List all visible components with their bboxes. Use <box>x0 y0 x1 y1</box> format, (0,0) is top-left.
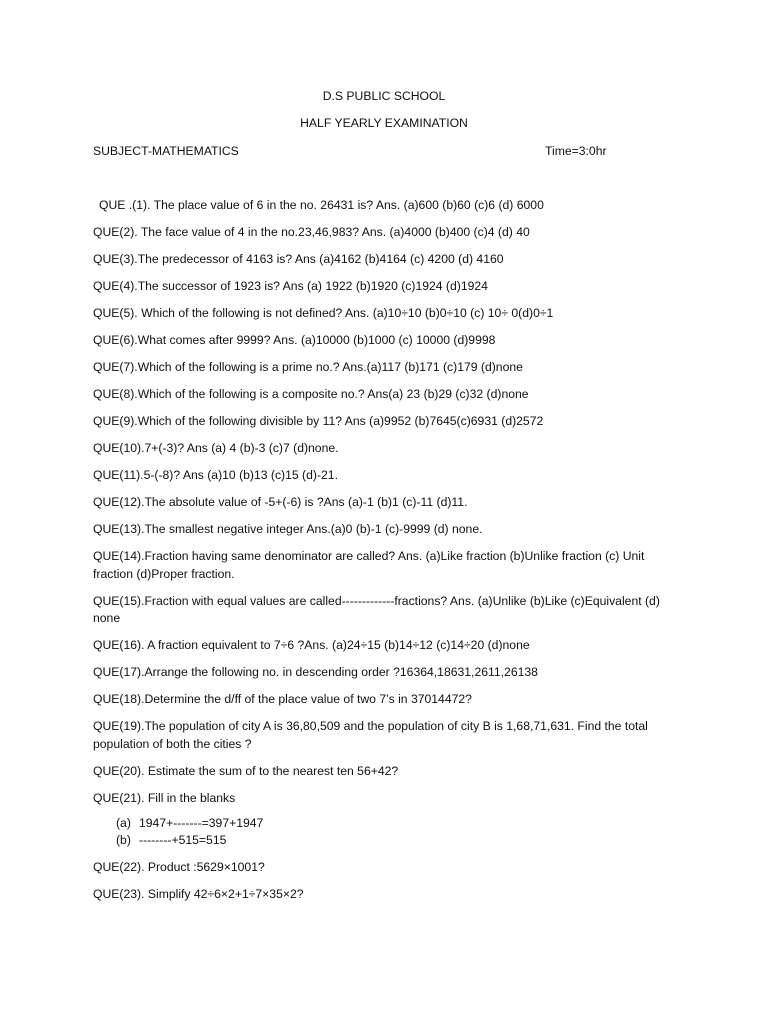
fill-in-blanks-list <box>93 815 683 850</box>
question-6: QUE(6).What comes after 9999? Ans. (a)10000 (b)1000 (c) 10000 (d)9998 <box>93 333 496 347</box>
question-19: QUE(19).The population of city A is 36,80,509 and the population of city B is 1,68,71,631. Find the total population of both the cities ? <box>93 719 648 751</box>
question-17: QUE(17).Arrange the following no. in descending order ?16364,18631,2611,26138 <box>93 665 538 679</box>
question-22: QUE(22). Product :5629×1001? <box>93 860 265 874</box>
question-15: QUE(15).Fraction with equal values are called-------------fractions? Ans. (a)Unlike (b)Like (c)Equivalent (d) none <box>93 593 660 625</box>
question-11: QUE(11).5-(-8)? Ans (a)10 (b)13 (c)15 (d)-21. <box>93 468 338 482</box>
question-1: QUE .(1). The place value of 6 in the no. 26431 is? Ans. (a)600 (b)60 (c)6 (d) 6000 <box>99 198 544 212</box>
school-name: D.S PUBLIC SCHOOL <box>322 89 446 103</box>
question-4: QUE(4).The successor of 1923 is? Ans (a) 1922 (b)1920 (c)1924 (d)1924 <box>93 279 488 293</box>
question-16: QUE(16). A fraction equivalent to 7÷6 ?Ans. (a)24÷15 (b)14÷12 (c)14÷20 (d)none <box>93 638 530 652</box>
question-21: QUE(21). Fill in the blanks <box>93 790 236 805</box>
list-marker: (a) <box>116 815 131 830</box>
time-label: Time=3:0hr <box>545 144 607 158</box>
subject-label: SUBJECT-MATHEMATICS <box>93 144 239 158</box>
question-18: QUE(18).Determine the d/ff of the place value of two 7’s in 37014472? <box>93 692 472 706</box>
question-10: QUE(10).7+(-3)? Ans (a) 4 (b)-3 (c)7 (d)none. <box>93 441 339 455</box>
question-9: QUE(9).Which of the following divisible by 11? Ans (a)9952 (b)7645(c)6931 (d)2572 <box>93 414 544 428</box>
question-5: QUE(5). Which of the following is not defined? Ans. (a)10÷10 (b)0÷10 (c) 10÷ 0(d)0÷1 <box>93 306 554 320</box>
question-12: QUE(12).The absolute value of -5+(-6) is ?Ans (a)-1 (b)1 (c)-11 (d)11. <box>93 495 468 509</box>
exam-title: HALF YEARLY EXAMINATION <box>300 116 468 130</box>
list-marker: (b) <box>116 833 131 847</box>
blank-text: --------+515=515 <box>139 833 227 847</box>
question-20: QUE(20). Estimate the sum of to the nearest ten 56+42? <box>93 763 399 778</box>
question-8: QUE(8).Which of the following is a composite no.? Ans(a) 23 (b)29 (c)32 (d)none <box>93 387 529 401</box>
list-item <box>93 815 683 833</box>
question-list <box>93 197 683 913</box>
question-3: QUE(3).The predecessor of 4163 is? Ans (a)4162 (b)4164 (c) 4200 (d) 4160 <box>93 252 504 266</box>
question-23: QUE(23). Simplify 42÷6×2+1÷7×35×2? <box>93 887 304 901</box>
blank-text: 1947+-------=397+1947 <box>139 815 264 830</box>
question-7: QUE(7).Which of the following is a prime no.? Ans.(a)117 (b)171 (c)179 (d)none <box>93 360 523 374</box>
question-2: QUE(2). The face value of 4 in the no.23,46,983? Ans. (a)4000 (b)400 (c)4 (d) 40 <box>93 225 530 239</box>
question-13: QUE(13).The smallest negative integer Ans.(a)0 (b)-1 (c)-9999 (d) none. <box>93 522 483 536</box>
question-14: QUE(14).Fraction having same denominator are called? Ans. (a)Like fraction (b)Unlike fraction (c) Unit fraction (d)Proper fraction. <box>93 549 645 581</box>
list-item <box>93 832 683 850</box>
